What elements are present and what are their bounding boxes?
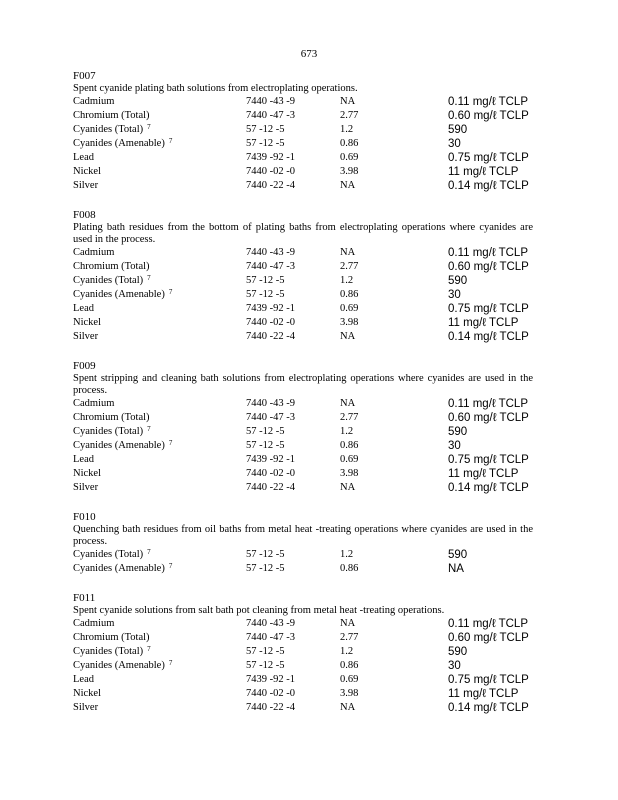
- constituent-row: [73, 425, 533, 439]
- constituent-name: [73, 481, 98, 495]
- nonwastewater-standard: 0.75 mg/ℓ TCLP: [448, 674, 529, 686]
- waste-description: Spent cyanide solutions from salt bath pot cleaning from metal heat -treating operations.: [73, 605, 445, 616]
- constituent-name: [73, 631, 150, 645]
- footnote-marker: 7: [168, 137, 173, 145]
- cas-number: 57 -12 -5: [246, 549, 285, 560]
- wastewater-standard: 1.2: [340, 646, 354, 657]
- waste-code-section: [73, 209, 533, 344]
- constituent-name: [73, 397, 114, 411]
- constituent-name-text: Nickel: [73, 468, 101, 479]
- constituent-row: [73, 109, 533, 123]
- cas-number: 57 -12 -5: [246, 289, 285, 300]
- constituent-row: [73, 439, 533, 453]
- cas-number: 7440 -43 -9: [246, 247, 295, 258]
- constituent-name: [73, 302, 94, 316]
- constituent-name-text: Nickel: [73, 317, 101, 328]
- constituent-name: [73, 316, 101, 330]
- nonwastewater-standard: 30: [448, 138, 461, 150]
- constituent-name-text: Cyanides (Amenable): [73, 289, 165, 300]
- waste-code-section: [73, 360, 533, 495]
- nonwastewater-standard: 0.11 mg/ℓ TCLP: [448, 618, 528, 630]
- constituent-name: [73, 95, 114, 109]
- wastewater-standard: NA: [340, 398, 356, 409]
- constituent-row: [73, 179, 533, 193]
- constituent-row: [73, 274, 533, 288]
- constituent-name-text: Chromium (Total): [73, 261, 150, 272]
- footnote-marker: 7: [147, 425, 151, 433]
- cas-number: 57 -12 -5: [246, 124, 285, 135]
- constituent-name: [73, 425, 151, 439]
- constituent-row: [73, 151, 533, 165]
- nonwastewater-standard: 0.11 mg/ℓ TCLP: [448, 398, 528, 410]
- cas-number: 7440 -02 -0: [246, 317, 295, 328]
- footnote-marker: 7: [168, 288, 173, 296]
- constituent-row: [73, 302, 533, 316]
- constituent-row: [73, 165, 533, 179]
- constituent-name-text: Silver: [73, 482, 99, 493]
- waste-code-section: [73, 511, 533, 576]
- cas-number: 57 -12 -5: [246, 563, 285, 574]
- nonwastewater-standard: 11 mg/ℓ TCLP: [448, 317, 519, 329]
- cas-number: 7440 -47 -3: [246, 632, 295, 643]
- constituent-name-text: Chromium (Total): [73, 412, 150, 423]
- constituent-row: [73, 137, 533, 151]
- constituent-row: [73, 562, 533, 576]
- nonwastewater-standard: 30: [448, 440, 461, 452]
- wastewater-standard: NA: [340, 618, 356, 629]
- nonwastewater-standard: 0.11 mg/ℓ TCLP: [448, 247, 528, 259]
- constituent-row: [73, 330, 533, 344]
- waste-code: F010: [73, 511, 96, 523]
- constituent-name-text: Cyanides (Total): [73, 549, 144, 560]
- constituent-name: [73, 288, 172, 302]
- cas-number: 7439 -92 -1: [246, 303, 295, 314]
- constituent-name-text: Cyanides (Amenable): [73, 563, 165, 574]
- constituent-name: [73, 453, 94, 467]
- constituent-row: [73, 701, 533, 715]
- constituent-name-text: Cadmium: [73, 96, 115, 107]
- constituent-name-text: Silver: [73, 331, 99, 342]
- cas-number: 7440 -43 -9: [246, 618, 295, 629]
- wastewater-standard: 0.86: [340, 660, 359, 671]
- constituent-name: [73, 137, 172, 151]
- nonwastewater-standard: 30: [448, 289, 461, 301]
- constituent-name: [73, 645, 151, 659]
- footnote-marker: 7: [147, 645, 151, 653]
- nonwastewater-standard: 0.60 mg/ℓ TCLP: [448, 632, 529, 644]
- constituent-name-text: Nickel: [73, 166, 101, 177]
- wastewater-standard: 3.98: [340, 468, 359, 479]
- cas-number: 7439 -92 -1: [246, 674, 295, 685]
- cas-number: 7440 -02 -0: [246, 688, 295, 699]
- wastewater-standard: 2.77: [340, 110, 359, 121]
- cas-number: 7440 -22 -4: [246, 180, 295, 191]
- footnote-marker: 7: [168, 439, 173, 447]
- wastewater-standard: 2.77: [340, 261, 359, 272]
- wastewater-standard: NA: [340, 702, 356, 713]
- constituent-row: [73, 481, 533, 495]
- constituent-name: [73, 330, 98, 344]
- constituent-name-text: Cadmium: [73, 398, 115, 409]
- cas-number: 57 -12 -5: [246, 646, 285, 657]
- constituent-name: [73, 179, 98, 193]
- page-number: 673: [300, 48, 318, 60]
- constituent-name: [73, 673, 94, 687]
- cas-number: 7440 -02 -0: [246, 166, 295, 177]
- constituent-row: [73, 548, 533, 562]
- wastewater-standard: 1.2: [340, 426, 354, 437]
- constituent-name: [73, 548, 151, 562]
- constituent-row: [73, 95, 533, 109]
- constituent-row: [73, 123, 533, 137]
- constituent-row: [73, 631, 533, 645]
- nonwastewater-standard: 11 mg/ℓ TCLP: [448, 688, 519, 700]
- nonwastewater-standard: 11 mg/ℓ TCLP: [448, 166, 519, 178]
- nonwastewater-standard: 0.60 mg/ℓ TCLP: [448, 261, 529, 273]
- constituent-name: [73, 701, 98, 715]
- constituent-name: [73, 439, 172, 453]
- cas-number: 57 -12 -5: [246, 138, 285, 149]
- wastewater-standard: 3.98: [340, 317, 359, 328]
- nonwastewater-standard: 0.75 mg/ℓ TCLP: [448, 303, 529, 315]
- cas-number: 7440 -47 -3: [246, 261, 295, 272]
- constituent-name-text: Lead: [73, 303, 94, 314]
- footnote-marker: 7: [168, 562, 173, 570]
- nonwastewater-standard: 590: [448, 275, 468, 287]
- nonwastewater-standard: 590: [448, 124, 468, 136]
- waste-description: Plating bath residues from the bottom of plating baths from electroplating operations where cyanides are used in the process.: [73, 222, 533, 245]
- wastewater-standard: 3.98: [340, 166, 359, 177]
- cas-number: 57 -12 -5: [246, 426, 285, 437]
- constituent-name-text: Silver: [73, 180, 99, 191]
- constituent-name-text: Nickel: [73, 688, 101, 699]
- waste-code: F009: [73, 360, 96, 372]
- cas-number: 57 -12 -5: [246, 440, 285, 451]
- waste-code: F008: [73, 209, 96, 221]
- constituent-name-text: Cyanides (Amenable): [73, 440, 165, 451]
- waste-description: Spent stripping and cleaning bath solutions from electroplating operations where cyanides are used in the process.: [73, 373, 533, 396]
- nonwastewater-standard: 0.75 mg/ℓ TCLP: [448, 152, 529, 164]
- constituent-name-text: Cadmium: [73, 247, 115, 258]
- nonwastewater-standard: 0.14 mg/ℓ TCLP: [448, 331, 529, 343]
- constituent-name: [73, 151, 94, 165]
- wastewater-standard: 0.69: [340, 152, 359, 163]
- footnote-marker: 7: [147, 548, 151, 556]
- constituent-name-text: Lead: [73, 152, 94, 163]
- constituent-name-text: Lead: [73, 674, 94, 685]
- cas-number: 7440 -47 -3: [246, 412, 295, 423]
- constituent-row: [73, 288, 533, 302]
- cas-number: 7440 -22 -4: [246, 702, 295, 713]
- footnote-marker: 7: [147, 274, 151, 282]
- constituent-name-text: Lead: [73, 454, 94, 465]
- wastewater-standard: NA: [340, 96, 356, 107]
- constituent-row: [73, 246, 533, 260]
- waste-code-section: [73, 70, 533, 193]
- wastewater-standard: NA: [340, 331, 356, 342]
- wastewater-standard: NA: [340, 247, 356, 258]
- constituent-name: [73, 659, 172, 673]
- wastewater-standard: 0.69: [340, 303, 359, 314]
- constituent-name: [73, 411, 150, 425]
- cas-number: 7440 -02 -0: [246, 468, 295, 479]
- constituent-name-text: Chromium (Total): [73, 110, 150, 121]
- constituent-name-text: Cyanides (Amenable): [73, 138, 165, 149]
- constituent-name-text: Cyanides (Total): [73, 426, 144, 437]
- nonwastewater-standard: 590: [448, 549, 468, 561]
- constituent-name: [73, 246, 114, 260]
- constituent-name: [73, 687, 101, 701]
- constituent-name: [73, 467, 101, 481]
- constituent-name-text: Cyanides (Total): [73, 275, 144, 286]
- wastewater-standard: NA: [340, 180, 356, 191]
- wastewater-standard: 1.2: [340, 124, 354, 135]
- cas-number: 7440 -43 -9: [246, 398, 295, 409]
- wastewater-standard: 1.2: [340, 549, 354, 560]
- nonwastewater-standard: 0.75 mg/ℓ TCLP: [448, 454, 529, 466]
- document-body: [73, 70, 533, 731]
- nonwastewater-standard: 0.14 mg/ℓ TCLP: [448, 702, 529, 714]
- waste-code-section: [73, 592, 533, 715]
- cas-number: 7439 -92 -1: [246, 454, 295, 465]
- constituent-row: [73, 316, 533, 330]
- wastewater-standard: 1.2: [340, 275, 354, 286]
- constituent-row: [73, 673, 533, 687]
- constituent-name: [73, 165, 101, 179]
- constituent-name-text: Cyanides (Total): [73, 124, 144, 135]
- cas-number: 7440 -43 -9: [246, 96, 295, 107]
- wastewater-standard: 0.69: [340, 674, 359, 685]
- footnote-marker: 7: [168, 659, 173, 667]
- wastewater-standard: 2.77: [340, 632, 359, 643]
- constituent-row: [73, 659, 533, 673]
- constituent-name: [73, 274, 151, 288]
- waste-code: F011: [73, 592, 96, 604]
- constituent-row: [73, 260, 533, 274]
- wastewater-standard: 0.69: [340, 454, 359, 465]
- cas-number: 57 -12 -5: [246, 275, 285, 286]
- constituent-name-text: Cadmium: [73, 618, 115, 629]
- nonwastewater-standard: 30: [448, 660, 461, 672]
- wastewater-standard: 0.86: [340, 440, 359, 451]
- constituent-row: [73, 411, 533, 425]
- waste-code: F007: [73, 70, 96, 82]
- wastewater-standard: NA: [340, 482, 356, 493]
- constituent-row: [73, 645, 533, 659]
- constituent-name-text: Cyanides (Total): [73, 646, 144, 657]
- cas-number: 7439 -92 -1: [246, 152, 295, 163]
- wastewater-standard: 0.86: [340, 289, 359, 300]
- constituent-row: [73, 467, 533, 481]
- nonwastewater-standard: 0.14 mg/ℓ TCLP: [448, 180, 529, 192]
- waste-description: Quenching bath residues from oil baths from metal heat -treating operations where cyanides are used in the process.: [73, 524, 533, 547]
- wastewater-standard: 0.86: [340, 563, 359, 574]
- cas-number: 57 -12 -5: [246, 660, 285, 671]
- constituent-name: [73, 109, 150, 123]
- cas-number: 7440 -22 -4: [246, 331, 295, 342]
- constituent-name-text: Cyanides (Amenable): [73, 660, 165, 671]
- wastewater-standard: 3.98: [340, 688, 359, 699]
- constituent-row: [73, 397, 533, 411]
- wastewater-standard: 2.77: [340, 412, 359, 423]
- constituent-row: [73, 687, 533, 701]
- cas-number: 7440 -22 -4: [246, 482, 295, 493]
- constituent-name-text: Chromium (Total): [73, 632, 150, 643]
- nonwastewater-standard: 590: [448, 426, 468, 438]
- nonwastewater-standard: 590: [448, 646, 468, 658]
- footnote-marker: 7: [147, 123, 151, 131]
- cas-number: 7440 -47 -3: [246, 110, 295, 121]
- nonwastewater-standard: 0.60 mg/ℓ TCLP: [448, 412, 529, 424]
- constituent-name-text: Silver: [73, 702, 99, 713]
- nonwastewater-standard: 0.14 mg/ℓ TCLP: [448, 482, 529, 494]
- constituent-name: [73, 123, 151, 137]
- waste-description: Spent cyanide plating bath solutions from electroplating operations.: [73, 83, 358, 94]
- constituent-row: [73, 617, 533, 631]
- constituent-name: [73, 260, 150, 274]
- constituent-name: [73, 617, 114, 631]
- nonwastewater-standard: NA: [448, 563, 464, 575]
- wastewater-standard: 0.86: [340, 138, 359, 149]
- constituent-name: [73, 562, 172, 576]
- nonwastewater-standard: 11 mg/ℓ TCLP: [448, 468, 519, 480]
- nonwastewater-standard: 0.60 mg/ℓ TCLP: [448, 110, 529, 122]
- nonwastewater-standard: 0.11 mg/ℓ TCLP: [448, 96, 528, 108]
- constituent-row: [73, 453, 533, 467]
